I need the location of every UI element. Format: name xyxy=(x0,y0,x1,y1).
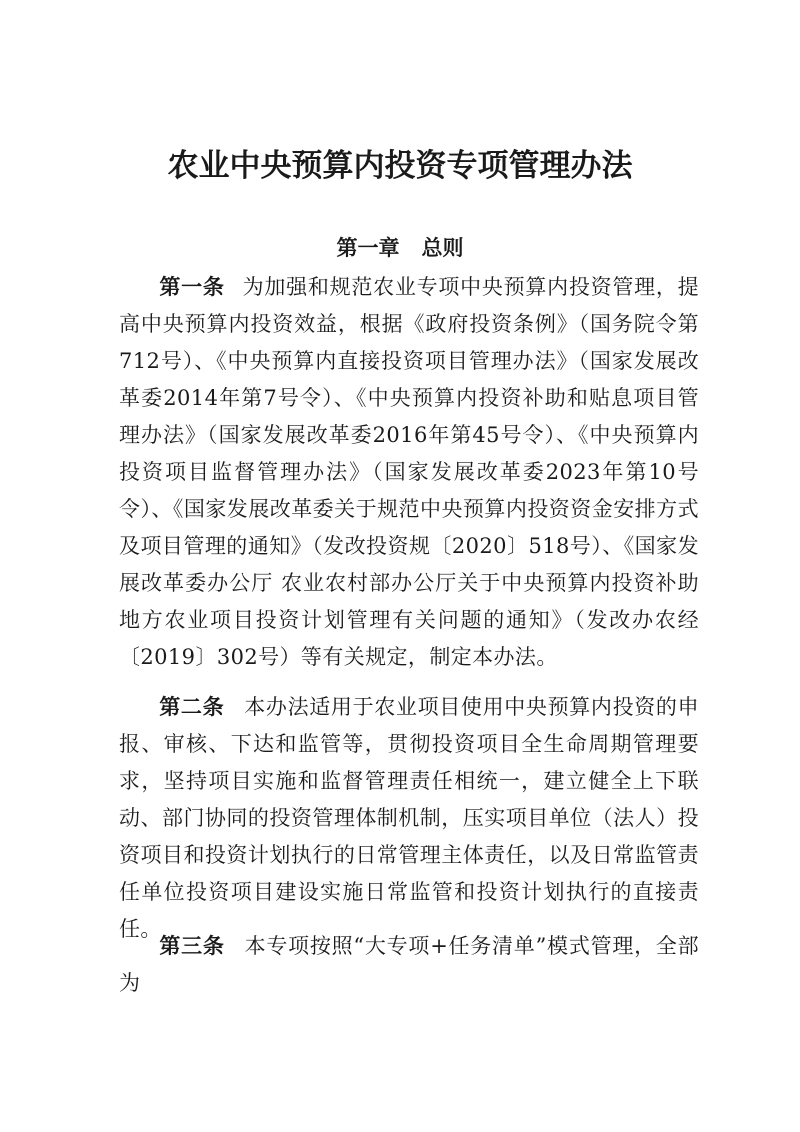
article-1-label: 第一条 xyxy=(159,275,225,299)
article-3-label: 第三条 xyxy=(159,934,225,958)
chapter-name: 总则 xyxy=(421,236,464,260)
chapter-number: 第一章 xyxy=(336,236,400,260)
article-2 xyxy=(119,689,699,948)
article-2-text: 本办法适用于农业项目使用中央预算内投资的申报、审核、下达和监管等，贯彻投资项目全生命周期管理要求，坚持项目实施和监督管理责任相统一，建立健全上下联动、部门协同的投资管理体制机制，压实项目单位（法人）投资项目和投资计划执行的日常管理主体责任，以及日常监管责任单位投资项目建设实施日常监管和投资计划执行的直接责任。 xyxy=(119,695,699,941)
article-1 xyxy=(119,269,699,676)
article-2-label: 第二条 xyxy=(159,695,225,719)
article-3 xyxy=(119,928,699,1002)
chapter-heading xyxy=(0,232,800,262)
document-title: 农业中央预算内投资专项管理办法 xyxy=(167,148,633,184)
article-1-text: 为加强和规范农业专项中央预算内投资管理，提高中央预算内投资效益，根据《政府投资条例》（国务院令第712号）、《中央预算内直接投资项目管理办法》（国家发展改革委2014年第7号令）、《中央预算内投资补助和贴息项目管理办法》（国家发展改革委2016年第45号令）、《中央预算内投资项目监督管理办法》（国家发展改革委2023年第10号令）、《国家发展改革委关于规范中央预算内投资资金安排方式及项目管理的通知》（发改投资规〔2020〕518号）、《国家发展改革委办公厅 农业农村部办公厅关于中央预算内投资补助地方农业项目投资计划管理有关问题的通知》（发改办农经〔2019〕302号）等有关规定，制定本办法。 xyxy=(119,275,699,669)
article-3-text: 本专项按照“大专项+任务清单”模式管理，全部为 xyxy=(119,934,700,995)
